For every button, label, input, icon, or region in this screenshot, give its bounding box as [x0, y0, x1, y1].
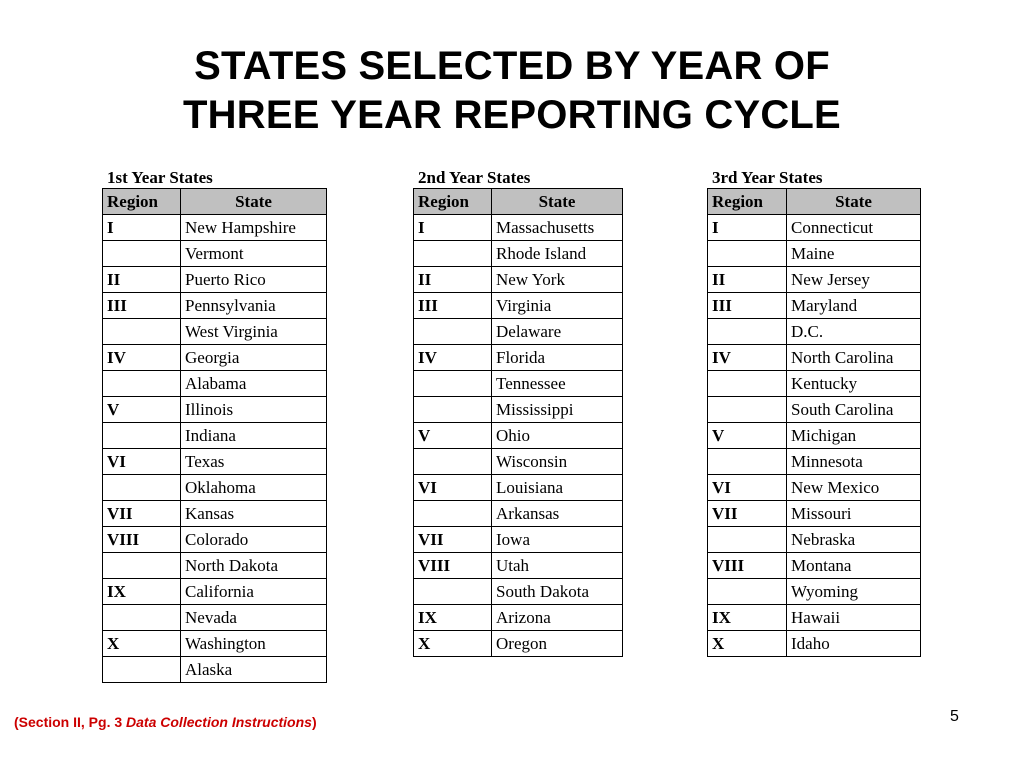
region-cell	[103, 475, 181, 501]
state-cell: Florida	[492, 345, 623, 371]
table-row	[414, 449, 623, 475]
region-cell: III	[103, 293, 181, 319]
state-cell: Nebraska	[787, 527, 921, 553]
state-cell: Mississippi	[492, 397, 623, 423]
footer-suffix: )	[311, 714, 317, 730]
region-cell: III	[708, 293, 787, 319]
region-column-header: Region	[414, 189, 492, 215]
second-year-block	[413, 167, 623, 657]
region-cell: X	[103, 631, 181, 657]
second-year-caption: 2nd Year States	[418, 168, 531, 187]
table-row	[414, 267, 623, 293]
state-cell: New Jersey	[787, 267, 921, 293]
state-cell: Illinois	[181, 397, 327, 423]
state-cell: Virginia	[492, 293, 623, 319]
first-year-block	[102, 167, 327, 683]
table-row	[708, 579, 921, 605]
region-cell: II	[103, 267, 181, 293]
region-cell: I	[103, 215, 181, 241]
state-cell: Tennessee	[492, 371, 623, 397]
table-row	[708, 215, 921, 241]
state-column-header: State	[181, 189, 327, 215]
state-cell: Michigan	[787, 423, 921, 449]
table-row	[414, 319, 623, 345]
table-row	[414, 527, 623, 553]
third-year-block	[707, 167, 921, 657]
page-number: 5	[950, 708, 959, 725]
state-cell: Puerto Rico	[181, 267, 327, 293]
state-cell: Maryland	[787, 293, 921, 319]
region-cell: I	[414, 215, 492, 241]
first-year-table-body	[103, 215, 327, 683]
table-row	[103, 267, 327, 293]
table-row	[103, 215, 327, 241]
region-cell	[103, 423, 181, 449]
region-cell	[708, 241, 787, 267]
first-year-caption: 1st Year States	[107, 168, 213, 187]
state-cell: Indiana	[181, 423, 327, 449]
state-cell: New Mexico	[787, 475, 921, 501]
state-cell: Arizona	[492, 605, 623, 631]
table-row	[103, 657, 327, 683]
region-cell	[708, 371, 787, 397]
region-cell: X	[708, 631, 787, 657]
state-cell: Missouri	[787, 501, 921, 527]
table-row	[708, 631, 921, 657]
state-cell: Idaho	[787, 631, 921, 657]
state-cell: California	[181, 579, 327, 605]
state-cell: Oregon	[492, 631, 623, 657]
footer-italic-title: Data Collection Instructions	[126, 714, 312, 730]
region-cell: IX	[103, 579, 181, 605]
state-cell: New York	[492, 267, 623, 293]
region-cell: VII	[414, 527, 492, 553]
table-row	[708, 501, 921, 527]
state-cell: Pennsylvania	[181, 293, 327, 319]
region-cell: IX	[414, 605, 492, 631]
table-row	[708, 293, 921, 319]
state-cell: Louisiana	[492, 475, 623, 501]
table-row	[708, 475, 921, 501]
state-cell: Ohio	[492, 423, 623, 449]
region-cell: VII	[708, 501, 787, 527]
table-row	[103, 345, 327, 371]
state-cell: Oklahoma	[181, 475, 327, 501]
state-cell: Vermont	[181, 241, 327, 267]
state-cell: Iowa	[492, 527, 623, 553]
state-column-header: State	[787, 189, 921, 215]
region-cell: IV	[708, 345, 787, 371]
table-row	[414, 501, 623, 527]
state-cell: Colorado	[181, 527, 327, 553]
table-row	[414, 553, 623, 579]
state-cell: Rhode Island	[492, 241, 623, 267]
region-cell	[708, 319, 787, 345]
state-cell: Minnesota	[787, 449, 921, 475]
state-cell: Wyoming	[787, 579, 921, 605]
state-cell: North Dakota	[181, 553, 327, 579]
state-column-header: State	[492, 189, 623, 215]
table-row	[708, 527, 921, 553]
third-year-caption: 3rd Year States	[712, 168, 823, 187]
table-row	[103, 449, 327, 475]
table-row	[103, 371, 327, 397]
table-row	[708, 397, 921, 423]
table-row	[414, 345, 623, 371]
state-cell: Kentucky	[787, 371, 921, 397]
region-cell: II	[414, 267, 492, 293]
table-row	[103, 527, 327, 553]
table-row	[103, 579, 327, 605]
state-cell: Texas	[181, 449, 327, 475]
state-cell: Alaska	[181, 657, 327, 683]
third-year-table-body	[708, 215, 921, 657]
region-cell	[414, 371, 492, 397]
region-cell	[103, 319, 181, 345]
table-row	[103, 631, 327, 657]
table-row	[414, 423, 623, 449]
section-reference-footer	[14, 714, 317, 730]
region-cell	[414, 579, 492, 605]
region-cell: V	[708, 423, 787, 449]
region-cell: VIII	[103, 527, 181, 553]
table-row	[414, 579, 623, 605]
region-cell: VI	[708, 475, 787, 501]
state-cell: Nevada	[181, 605, 327, 631]
table-row	[708, 553, 921, 579]
table-row	[708, 267, 921, 293]
region-cell: IV	[414, 345, 492, 371]
table-row	[103, 241, 327, 267]
title-line-1: STATES SELECTED BY YEAR OF	[194, 44, 830, 88]
region-cell	[708, 527, 787, 553]
region-cell	[103, 371, 181, 397]
table-row	[103, 423, 327, 449]
region-cell	[708, 449, 787, 475]
table-row	[414, 605, 623, 631]
state-cell: South Dakota	[492, 579, 623, 605]
region-cell: IV	[103, 345, 181, 371]
region-cell	[414, 449, 492, 475]
table-row	[103, 397, 327, 423]
state-cell: Montana	[787, 553, 921, 579]
region-cell: V	[103, 397, 181, 423]
region-cell	[414, 501, 492, 527]
table-header-row	[414, 189, 623, 215]
table-row	[414, 631, 623, 657]
state-cell: Connecticut	[787, 215, 921, 241]
state-cell: Alabama	[181, 371, 327, 397]
region-cell	[103, 657, 181, 683]
state-cell: Utah	[492, 553, 623, 579]
table-row	[708, 345, 921, 371]
table-row	[103, 553, 327, 579]
title-line-2: THREE YEAR REPORTING CYCLE	[183, 93, 841, 137]
state-cell: Georgia	[181, 345, 327, 371]
region-column-header: Region	[103, 189, 181, 215]
table-row	[103, 293, 327, 319]
state-cell: Kansas	[181, 501, 327, 527]
table-row	[103, 501, 327, 527]
state-cell: Delaware	[492, 319, 623, 345]
state-cell: D.C.	[787, 319, 921, 345]
first-year-table	[102, 188, 327, 683]
state-cell: New Hampshire	[181, 215, 327, 241]
region-cell: V	[414, 423, 492, 449]
region-cell	[103, 605, 181, 631]
region-cell	[708, 579, 787, 605]
region-cell: VII	[103, 501, 181, 527]
region-cell: VI	[414, 475, 492, 501]
region-cell: X	[414, 631, 492, 657]
region-cell	[103, 553, 181, 579]
table-header-row	[708, 189, 921, 215]
region-cell: VIII	[414, 553, 492, 579]
table-row	[414, 215, 623, 241]
footer-prefix: (Section II, Pg. 3	[14, 714, 127, 730]
region-cell	[414, 241, 492, 267]
table-header-row	[103, 189, 327, 215]
state-cell: West Virginia	[181, 319, 327, 345]
state-cell: Washington	[181, 631, 327, 657]
region-cell: I	[708, 215, 787, 241]
second-year-table	[413, 188, 623, 657]
table-row	[414, 371, 623, 397]
region-cell	[414, 397, 492, 423]
region-cell: IX	[708, 605, 787, 631]
state-cell: Wisconsin	[492, 449, 623, 475]
region-cell	[414, 319, 492, 345]
region-cell: VI	[103, 449, 181, 475]
state-cell: North Carolina	[787, 345, 921, 371]
table-row	[414, 397, 623, 423]
table-row	[708, 605, 921, 631]
table-row	[708, 319, 921, 345]
region-cell: VIII	[708, 553, 787, 579]
table-row	[103, 605, 327, 631]
table-row	[414, 293, 623, 319]
table-row	[708, 371, 921, 397]
state-cell: Massachusetts	[492, 215, 623, 241]
second-year-table-body	[414, 215, 623, 657]
region-cell: II	[708, 267, 787, 293]
state-cell: Maine	[787, 241, 921, 267]
table-row	[708, 423, 921, 449]
third-year-table	[707, 188, 921, 657]
region-cell	[103, 241, 181, 267]
table-row	[708, 449, 921, 475]
state-cell: South Carolina	[787, 397, 921, 423]
state-cell: Arkansas	[492, 501, 623, 527]
table-row	[103, 319, 327, 345]
table-row	[414, 475, 623, 501]
table-row	[414, 241, 623, 267]
region-cell: III	[414, 293, 492, 319]
table-row	[708, 241, 921, 267]
table-row	[103, 475, 327, 501]
region-cell	[708, 397, 787, 423]
slide-title	[0, 42, 1024, 140]
region-column-header: Region	[708, 189, 787, 215]
state-cell: Hawaii	[787, 605, 921, 631]
